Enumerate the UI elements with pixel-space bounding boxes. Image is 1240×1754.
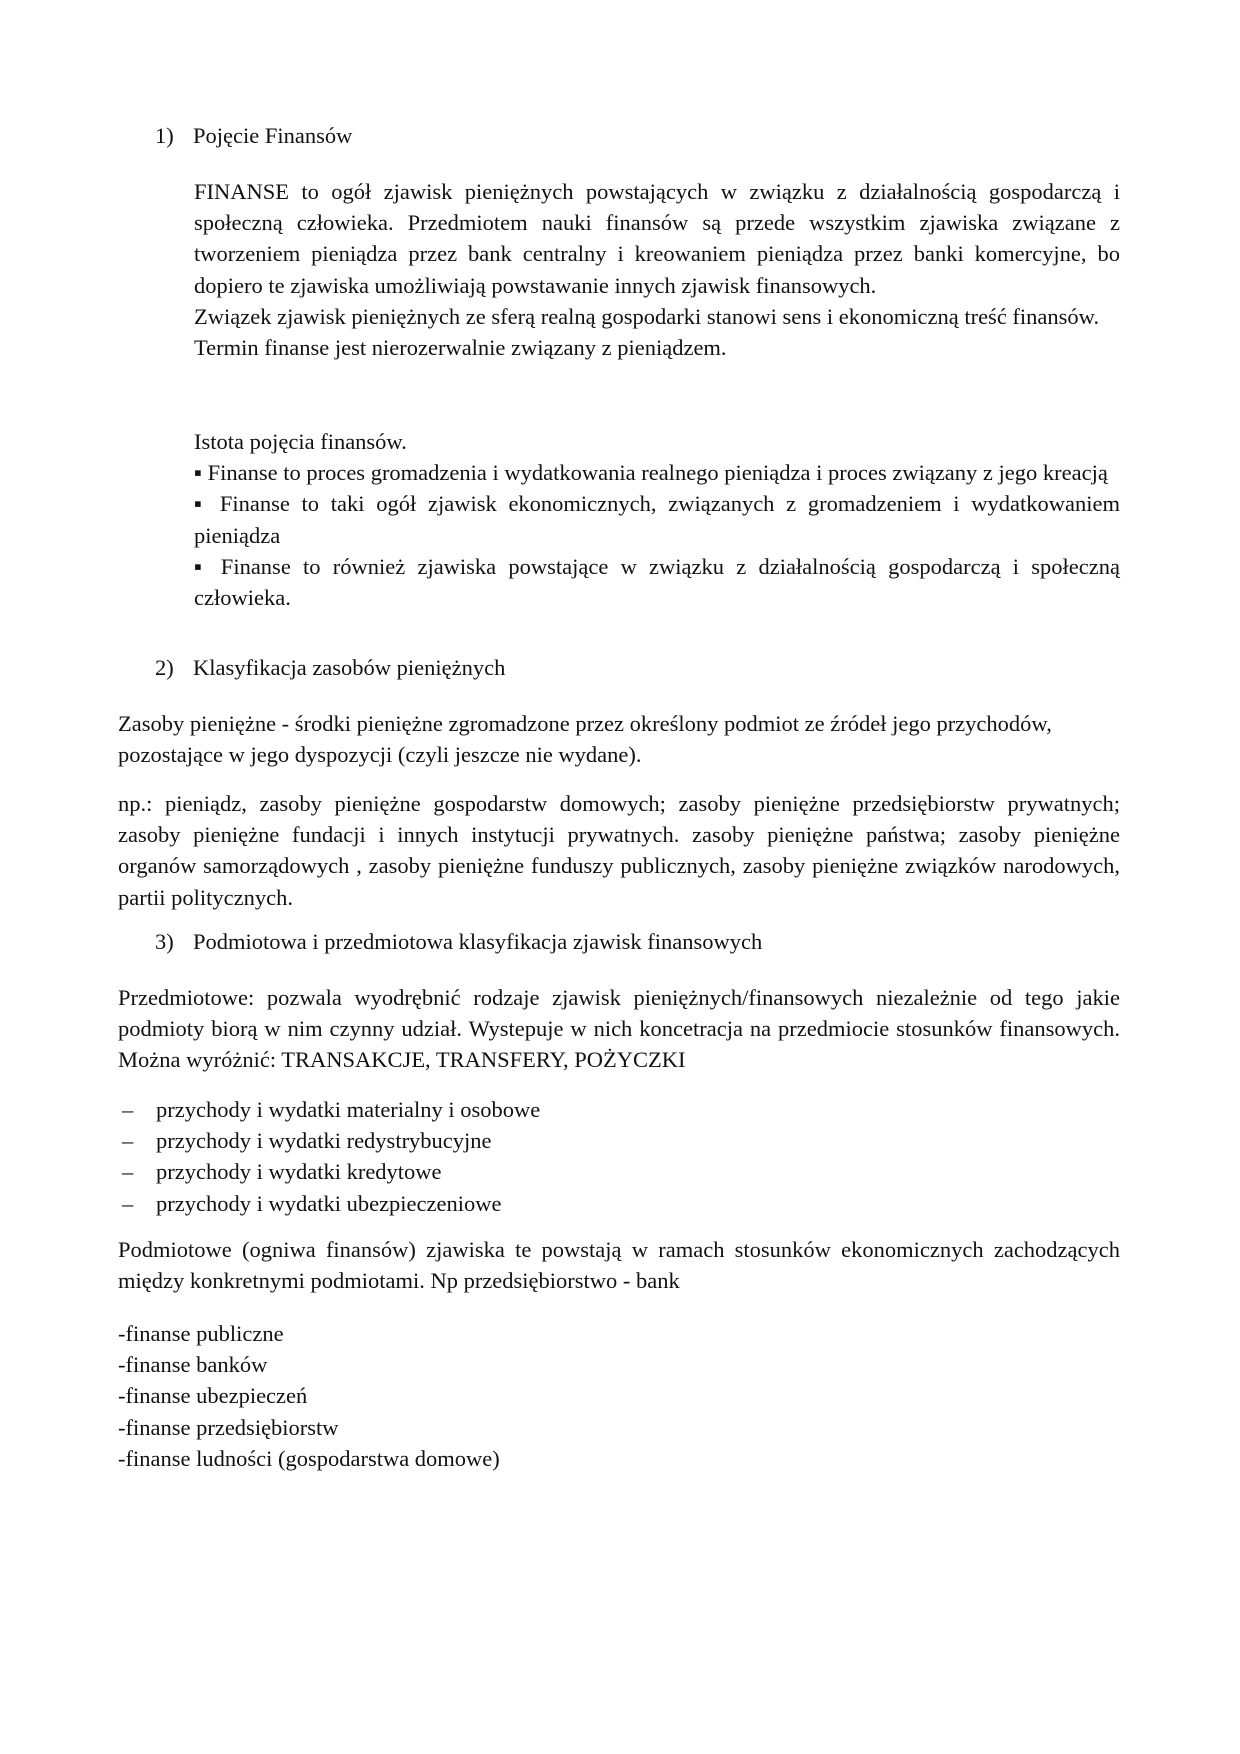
section-title: Podmiotowa i przedmiotowa klasyfikacja zjawisk finansowych bbox=[193, 929, 763, 954]
essence-title: Istota pojęcia finansów. bbox=[194, 429, 407, 454]
dash-marker: – bbox=[122, 1097, 134, 1122]
list-item bbox=[118, 1188, 1120, 1219]
list-item: -finanse ludności (gospodarstwa domowe) bbox=[118, 1445, 500, 1471]
section-heading-3 bbox=[155, 926, 1115, 957]
objective-block bbox=[118, 982, 1120, 1076]
list-item: -finanse banków bbox=[118, 1352, 268, 1378]
dash-marker: – bbox=[122, 1128, 134, 1154]
subjective-list bbox=[118, 1318, 1120, 1474]
objective-list-block bbox=[118, 1094, 1120, 1219]
definition-paragraph: FINANSE to ogół zjawisk pieniężnych powstających w związku z działalnością gospodarczą i społeczną człowieka. Przedmiotem nauki finansów są przede wszystkim zjawiska związane z tworzeniem pieniądza przez bank centralny i kreowaniem pieniądza przez banki komercyjne, bo dopiero te zjawiska umożliwiają powstawanie innych zjawisk finansowych. bbox=[194, 179, 1120, 298]
list-item: -finanse ubezpieczeń bbox=[118, 1383, 308, 1409]
section1-body bbox=[194, 176, 1120, 363]
list-item-text: przychody i wydatki materialny i osobowe bbox=[156, 1097, 541, 1122]
section-number: 1) bbox=[155, 123, 174, 148]
section-number: 2) bbox=[155, 655, 174, 680]
objective-list bbox=[118, 1094, 1120, 1219]
paragraph: Związek zjawisk pieniężnych ze sferą realną gospodarki stanowi sens i ekonomiczną treść finansów. bbox=[194, 303, 1100, 329]
list-item: -finanse publiczne bbox=[118, 1321, 284, 1346]
list-item-text: przychody i wydatki ubezpieczeniowe bbox=[156, 1190, 502, 1216]
section-title: Klasyfikacja zasobów pieniężnych bbox=[193, 655, 506, 680]
objective-paragraph: Przedmiotowe: pozwala wyodrębnić rodzaje zjawisk pieniężnych/finansowych niezależnie od tego jakie podmioty biorą w nim czynny udział. Wystepuje w nich koncetracja na przedmiocie stosunków finansowych. Można wyróżnić: TRANSAKCJE, TRANSFERY, POŻYCZKI bbox=[118, 985, 1120, 1073]
dash-marker: – bbox=[122, 1190, 134, 1216]
list-item: -finanse przedsiębiorstw bbox=[118, 1414, 339, 1440]
examples-paragraph: np.: pieniądz, zasoby pieniężne gospodarstw domowych; zasoby pieniężne przedsiębiorstw prywatnych; zasoby pieniężne fundacji i innych instytucji prywatnych. zasoby pieniężne państwa; zasoby pieniężne organów samorządowych , zasoby pieniężne funduszy publicznych, zasoby pieniężne związków narodowych, partii politycznych. bbox=[118, 791, 1120, 910]
essence-block bbox=[194, 426, 1120, 613]
paragraph: Termin finanse jest nierozerwalnie związany z pieniądzem. bbox=[194, 335, 727, 361]
bullet-item: ▪ Finanse to proces gromadzenia i wydatkowania realnego pieniądza i proces związany z jego kreacją bbox=[194, 460, 1108, 486]
subjective-block bbox=[118, 1234, 1120, 1296]
bullet-item: ▪ Finanse to również zjawiska powstające w związku z działalnością gospodarczą i społeczną człowieka. bbox=[194, 553, 1120, 611]
bullet-item: ▪ Finanse to taki ogół zjawisk ekonomicznych, związanych z gromadzeniem i wydatkowaniem pieniądza bbox=[194, 491, 1120, 548]
section-title: Pojęcie Finansów bbox=[193, 123, 353, 148]
list-item-text: przychody i wydatki kredytowe bbox=[156, 1159, 442, 1185]
section-heading-1 bbox=[155, 120, 1115, 151]
definition-paragraph: Zasoby pieniężne - środki pieniężne zgromadzone przez określony podmiot ze źródeł jego przychodów, pozostające w jego dyspozycji (czyli jeszcze nie wydane). bbox=[118, 711, 1052, 768]
list-item-text: przychody i wydatki redystrybucyjne bbox=[156, 1128, 492, 1154]
list-item bbox=[118, 1156, 1120, 1187]
section-heading-2 bbox=[155, 652, 1115, 683]
list-item bbox=[118, 1094, 1120, 1125]
list-item bbox=[118, 1125, 1120, 1156]
section2-definition-block bbox=[118, 708, 1118, 770]
section2-examples-block bbox=[118, 788, 1120, 913]
section-number: 3) bbox=[155, 929, 174, 954]
dash-marker: – bbox=[122, 1159, 134, 1185]
subjective-paragraph: Podmiotowe (ogniwa finansów) zjawiska te powstają w ramach stosunków ekonomicznych zachodzących między konkretnymi podmiotami. Np przedsiębiorstwo - bank bbox=[118, 1237, 1120, 1294]
